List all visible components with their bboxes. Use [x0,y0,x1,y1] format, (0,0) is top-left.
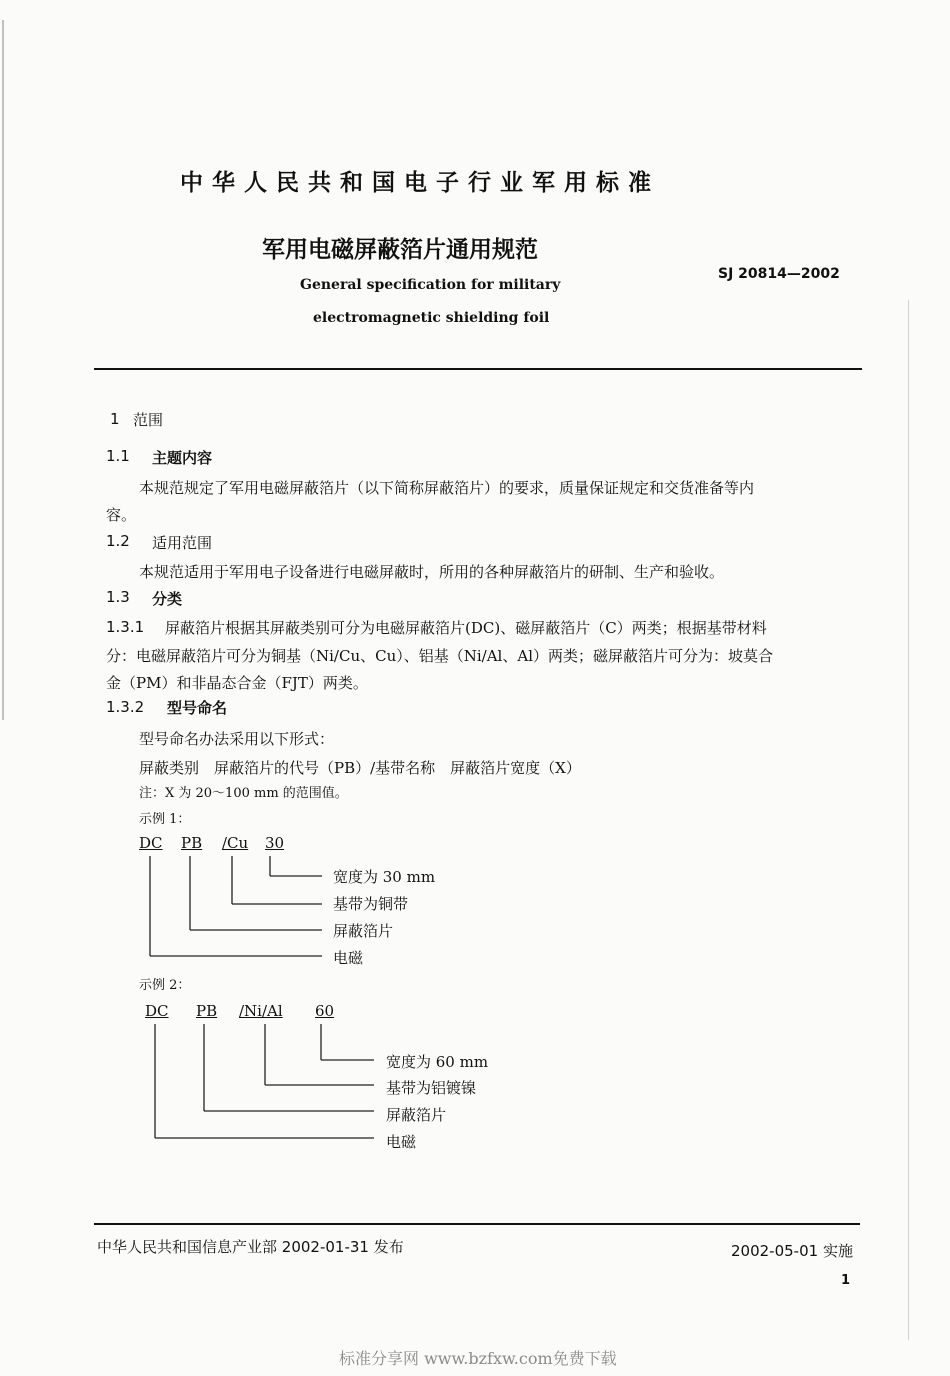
watermark: 标准分享网 www.bzfxw.com免费下载 [339,1349,617,1368]
naming-intro: 型号命名办法采用以下形式： [139,730,335,748]
section-1-number: 1 [110,410,120,428]
effective-date: 2002-05-01 实施 [731,1242,853,1260]
example-2-explanation-type: 电磁 [386,1133,417,1151]
page-number: 1 [841,1273,851,1288]
example-1-code-width: 30 [265,834,285,852]
standard-category: 中华人民共和国电子行业军用标准 [180,170,660,196]
example-1-label: 示例 1： [139,812,191,827]
naming-note: 注：X 为 20～100 mm 的范围值。 [139,786,348,801]
section-1-1-text-line1: 本规范规定了军用电磁屏蔽箔片（以下简称屏蔽箔片）的要求，质量保证规定和交货准备等内 [139,479,755,497]
example-1-code-base: /Cu [222,834,249,852]
example-1-code-pb: PB [181,834,203,852]
section-1-1-text-line2: 容。 [106,506,137,524]
section-1-2-number: 1.2 [106,532,130,550]
footer-rule [94,1223,860,1225]
section-1-title: 范围 [133,411,164,429]
title-cn: 军用电磁屏蔽箔片通用规范 [262,237,538,263]
section-1-1-title: 主题内容 [152,449,213,467]
title-en-line1: General specification for military [300,277,561,293]
example-2-code-pb: PB [196,1002,218,1020]
section-1-1-number: 1.1 [106,447,130,465]
example-2-explanation-base: 基带为铝镀镍 [386,1079,477,1097]
title-en-line2: electromagnetic shielding foil [313,310,550,326]
issue-date: 中华人民共和国信息产业部 2002-01-31 发布 [97,1238,404,1256]
standard-number: SJ 20814—2002 [718,266,840,282]
section-1-2-text: 本规范适用于军用电子设备进行电磁屏蔽时，所用的各种屏蔽箔片的研制、生产和验收。 [139,563,725,581]
section-1-3-title: 分类 [152,590,183,608]
example-2-explanation-foil: 屏蔽箔片 [386,1106,447,1124]
section-1-3-1-line2: 分：电磁屏蔽箔片可分为铜基（Ni/Cu、Cu）、铝基（Ni/Al、Al）两类；磁屏蔽箔片可分为：坡莫合 [106,647,773,665]
example-2-code-dc: DC [145,1002,169,1020]
example-1-explanation-width: 宽度为 30 mm [333,868,436,886]
example-1-explanation-type: 电磁 [333,949,364,967]
example-1-explanation-foil: 屏蔽箔片 [333,922,394,940]
example-2-code-base: /Ni/Al [239,1002,283,1020]
example-2-label: 示例 2： [139,978,191,993]
example-2-explanation-width: 宽度为 60 mm [386,1053,489,1071]
section-1-2-title: 适用范围 [152,534,213,552]
section-1-3-1-line3: 金（PM）和非晶态合金（FJT）两类。 [106,674,368,692]
naming-format: 屏蔽类别 屏蔽箔片的代号（PB）/基带名称 屏蔽箔片宽度（X） [139,759,581,777]
section-1-3-number: 1.3 [106,588,130,606]
section-1-3-2-number: 1.3.2 [106,698,145,716]
section-1-3-2-title: 型号命名 [167,699,228,717]
section-1-3-1-number: 1.3.1 [106,618,145,636]
example-1-code-dc: DC [139,834,163,852]
example-2-code-width: 60 [315,1002,335,1020]
section-1-3-1-line1: 屏蔽箔片根据其屏蔽类别可分为电磁屏蔽箔片(DC)、磁屏蔽箔片（C）两类；根据基带材料 [165,619,767,637]
example-1-explanation-base: 基带为铜带 [333,895,409,913]
